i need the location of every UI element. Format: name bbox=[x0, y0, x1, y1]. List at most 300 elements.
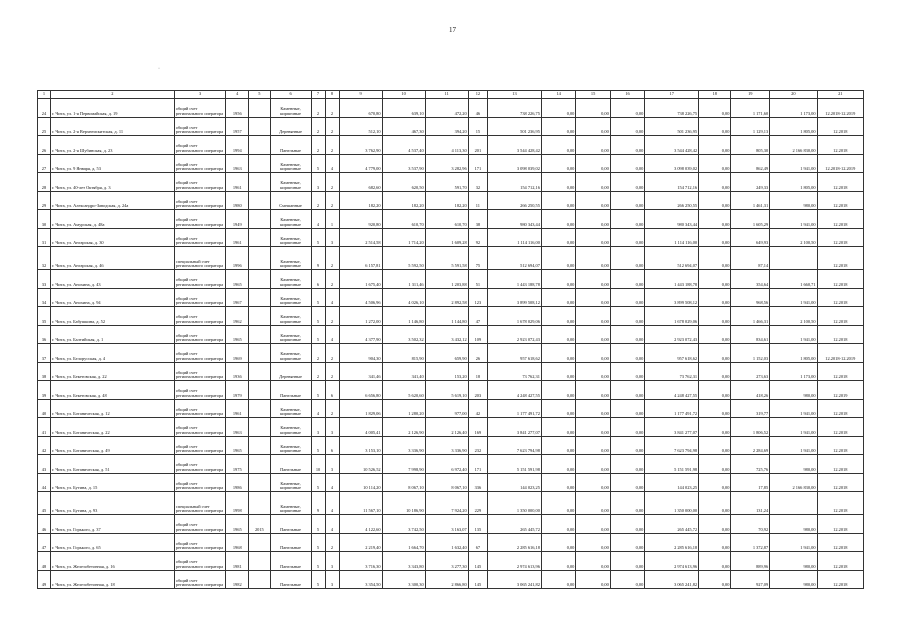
cell-other-funds: 0,00 bbox=[699, 533, 731, 552]
cell-federal-funds: 0,00 bbox=[541, 117, 575, 136]
cell-owner-funds: 2 285 616,18 bbox=[645, 533, 699, 552]
cell-living-area: 5 620,60 bbox=[382, 381, 425, 400]
cell-year-renovated bbox=[249, 99, 271, 118]
cell-wall-material: Деревянные bbox=[270, 362, 311, 381]
table-row bbox=[38, 399, 864, 418]
cell-row-index: 25 bbox=[38, 117, 51, 136]
cell-floors: 9 bbox=[311, 492, 325, 515]
cell-account-type: общий счет регионального оператора bbox=[174, 325, 226, 344]
cell-max-unit-cost bbox=[770, 247, 817, 270]
cell-total-cost: 3 841 277,07 bbox=[488, 418, 542, 437]
cell-total-cost: 3 098 039,02 bbox=[488, 154, 542, 173]
cell-floors: 4 bbox=[311, 399, 325, 418]
cell-residential-area: 591,70 bbox=[425, 173, 468, 192]
column-number-6: 6 bbox=[270, 91, 311, 99]
table-row bbox=[38, 455, 864, 474]
cell-year-renovated: 2015 bbox=[249, 515, 271, 534]
cell-municipal-funds: 0,00 bbox=[610, 247, 644, 270]
cell-regional-funds: 0,00 bbox=[576, 533, 610, 552]
cell-year-built: 1980 bbox=[226, 191, 249, 210]
cell-owner-funds: 738 226,75 bbox=[645, 99, 699, 118]
cell-entrances: 1 bbox=[325, 210, 339, 229]
cell-regional-funds: 0,00 bbox=[576, 492, 610, 515]
cell-owner-funds: 154 712,16 bbox=[645, 173, 699, 192]
decorative-mark: · bbox=[158, 66, 160, 72]
cell-year-built: 1963 bbox=[226, 418, 249, 437]
cell-planned-completion: 12.2018 bbox=[817, 173, 863, 192]
cell-living-area: 7 998,90 bbox=[382, 455, 425, 474]
column-number-row bbox=[38, 91, 864, 99]
cell-wall-material: Панельные bbox=[270, 136, 311, 155]
cell-account-type: общий счет регионального оператора bbox=[174, 154, 226, 173]
cell-municipal-funds: 0,00 bbox=[610, 492, 644, 515]
cell-total-area: 4 506,96 bbox=[339, 288, 382, 307]
column-number-8: 8 bbox=[325, 91, 339, 99]
cell-unit-cost: 725,76 bbox=[731, 455, 770, 474]
cell-account-type: общий счет регионального оператора bbox=[174, 173, 226, 192]
cell-max-unit-cost: 1 660,71 bbox=[770, 270, 817, 289]
cell-total-cost: 1 114 116,00 bbox=[488, 228, 542, 247]
cell-planned-completion: 12.2018 bbox=[817, 570, 863, 589]
cell-entrances: 2 bbox=[325, 362, 339, 381]
cell-municipal-funds: 0,00 bbox=[610, 418, 644, 437]
table-row bbox=[38, 173, 864, 192]
cell-floors: 5 bbox=[311, 552, 325, 571]
cell-residents: 92 bbox=[468, 228, 487, 247]
cell-floors: 5 bbox=[311, 228, 325, 247]
cell-address: г. Чита, ул. Анохина, д. 94 bbox=[50, 288, 174, 307]
cell-living-area: 1 280,20 bbox=[382, 399, 425, 418]
cell-regional-funds: 0,00 bbox=[576, 228, 610, 247]
cell-account-type: общий счет регионального оператора bbox=[174, 570, 226, 589]
cell-municipal-funds: 0,00 bbox=[610, 570, 644, 589]
cell-residential-area: 3 432,12 bbox=[425, 325, 468, 344]
capital-repair-table bbox=[37, 90, 864, 589]
cell-residents: 135 bbox=[468, 515, 487, 534]
cell-unit-cost: 834,61 bbox=[731, 325, 770, 344]
cell-address: г. Чита, ул. Ангарская, д. 46 bbox=[50, 247, 174, 270]
cell-residential-area: 3 282,96 bbox=[425, 154, 468, 173]
cell-total-area: 10 526,52 bbox=[339, 455, 382, 474]
cell-unit-cost: 805,30 bbox=[731, 136, 770, 155]
cell-entrances: 4 bbox=[325, 492, 339, 515]
cell-federal-funds: 0,00 bbox=[541, 399, 575, 418]
cell-residential-area: 1 203,88 bbox=[425, 270, 468, 289]
cell-wall-material: Каменные, кирпичные bbox=[270, 154, 311, 173]
cell-row-index: 35 bbox=[38, 307, 51, 326]
column-number-9: 9 bbox=[339, 91, 382, 99]
cell-residential-area: 153,20 bbox=[425, 362, 468, 381]
cell-wall-material: Панельные bbox=[270, 533, 311, 552]
column-number-19: 19 bbox=[731, 91, 770, 99]
cell-address: г. Чита, ул. Бутина, д. 93 bbox=[50, 492, 174, 515]
cell-residential-area: 472,20 bbox=[425, 99, 468, 118]
cell-account-type: общий счет регионального оператора bbox=[174, 455, 226, 474]
cell-address: г. Чита, ул. Бабушкина, д. 52 bbox=[50, 307, 174, 326]
cell-total-area: 670,80 bbox=[339, 99, 382, 118]
cell-account-type: общий счет регионального оператора bbox=[174, 117, 226, 136]
cell-wall-material: Каменные, кирпичные bbox=[270, 270, 311, 289]
cell-wall-material: Панельные bbox=[270, 455, 311, 474]
cell-address: г. Чита, ул. 40-лет Октября, д. 3 bbox=[50, 173, 174, 192]
cell-regional-funds: 0,00 bbox=[576, 399, 610, 418]
cell-owner-funds: 3 544 428,42 bbox=[645, 136, 699, 155]
cell-other-funds: 0,00 bbox=[699, 362, 731, 381]
cell-owner-funds: 4 248 427,55 bbox=[645, 381, 699, 400]
cell-wall-material: Панельные bbox=[270, 515, 311, 534]
cell-regional-funds: 0,00 bbox=[576, 270, 610, 289]
cell-year-built: 1961 bbox=[226, 173, 249, 192]
cell-total-area: 6 157,81 bbox=[339, 247, 382, 270]
cell-total-cost: 957 618,62 bbox=[488, 344, 542, 363]
cell-wall-material: Каменные, кирпичные bbox=[270, 210, 311, 229]
cell-total-cost: 1 678 029,06 bbox=[488, 307, 542, 326]
cell-address: г. Чита, ул. Бутина, д. 15 bbox=[50, 473, 174, 492]
cell-floors: 10 bbox=[311, 455, 325, 474]
cell-total-area: 2 514,58 bbox=[339, 228, 382, 247]
cell-year-renovated bbox=[249, 436, 271, 455]
cell-address: г. Чита, ул. Белорусская, д. 4 bbox=[50, 344, 174, 363]
cell-planned-completion: 12.2018 bbox=[817, 418, 863, 437]
cell-residential-area: 6 972,40 bbox=[425, 455, 468, 474]
cell-owner-funds: 1 443 188,78 bbox=[645, 270, 699, 289]
cell-other-funds: 0,00 bbox=[699, 210, 731, 229]
cell-residential-area: 2 126,40 bbox=[425, 418, 468, 437]
cell-regional-funds: 0,00 bbox=[576, 136, 610, 155]
cell-year-built: 1982 bbox=[226, 570, 249, 589]
cell-federal-funds: 0,00 bbox=[541, 455, 575, 474]
cell-other-funds: 0,00 bbox=[699, 307, 731, 326]
cell-unit-cost: 862,49 bbox=[731, 154, 770, 173]
cell-regional-funds: 0,00 bbox=[576, 362, 610, 381]
cell-other-funds: 0,00 bbox=[699, 399, 731, 418]
cell-year-built: 1936 bbox=[226, 362, 249, 381]
cell-floors: 5 bbox=[311, 515, 325, 534]
cell-unit-cost: 17,85 bbox=[731, 473, 770, 492]
cell-planned-completion: 12.2019 bbox=[817, 381, 863, 400]
cell-regional-funds: 0,00 bbox=[576, 325, 610, 344]
cell-max-unit-cost: 1 805,00 bbox=[770, 344, 817, 363]
cell-entrances: 2 bbox=[325, 344, 339, 363]
cell-residential-area: 2 866,80 bbox=[425, 570, 468, 589]
cell-floors: 5 bbox=[311, 533, 325, 552]
cell-planned-completion: 12.2018 bbox=[817, 552, 863, 571]
cell-year-built: 1957 bbox=[226, 117, 249, 136]
cell-regional-funds: 0,00 bbox=[576, 99, 610, 118]
cell-other-funds: 0,00 bbox=[699, 228, 731, 247]
cell-federal-funds: 0,00 bbox=[541, 288, 575, 307]
cell-residents: 15 bbox=[468, 117, 487, 136]
cell-unit-cost: 1 466,31 bbox=[731, 307, 770, 326]
cell-address: г. Чита, ул. Балтийская, д. 1 bbox=[50, 325, 174, 344]
cell-planned-completion: 12.2018 bbox=[817, 228, 863, 247]
cell-living-area: 4 026,10 bbox=[382, 288, 425, 307]
cell-residential-area: 182,20 bbox=[425, 191, 468, 210]
cell-year-renovated bbox=[249, 228, 271, 247]
cell-max-unit-cost: 2 166 830,00 bbox=[770, 136, 817, 155]
cell-entrances: 2 bbox=[325, 307, 339, 326]
cell-wall-material: Каменные, кирпичные bbox=[270, 436, 311, 455]
cell-total-cost: 1 350 000,00 bbox=[488, 492, 542, 515]
cell-address: г. Чита, ул. Бекетовская, д. 48 bbox=[50, 381, 174, 400]
cell-entrances: 3 bbox=[325, 455, 339, 474]
cell-account-type: общий счет регионального оператора bbox=[174, 270, 226, 289]
cell-year-renovated bbox=[249, 136, 271, 155]
cell-max-unit-cost: 1 941,00 bbox=[770, 399, 817, 418]
cell-residents: 169 bbox=[468, 418, 487, 437]
cell-unit-cost: 649,93 bbox=[731, 228, 770, 247]
cell-other-funds: 0,00 bbox=[699, 515, 731, 534]
cell-residential-area: 1 144,80 bbox=[425, 307, 468, 326]
cell-max-unit-cost: 1 941,00 bbox=[770, 154, 817, 173]
cell-max-unit-cost: 980,00 bbox=[770, 455, 817, 474]
cell-unit-cost: 319,77 bbox=[731, 399, 770, 418]
cell-residential-area: 8 067,10 bbox=[425, 473, 468, 492]
cell-owner-funds: 980 343,44 bbox=[645, 210, 699, 229]
cell-planned-completion: 12.2018 bbox=[817, 307, 863, 326]
cell-year-built: 1975 bbox=[226, 455, 249, 474]
cell-total-cost: 1 443 188,78 bbox=[488, 270, 542, 289]
cell-account-type: общий счет регионального оператора bbox=[174, 399, 226, 418]
cell-total-area: 1 675,40 bbox=[339, 270, 382, 289]
cell-owner-funds: 1 177 491,72 bbox=[645, 399, 699, 418]
cell-municipal-funds: 0,00 bbox=[610, 117, 644, 136]
table-row bbox=[38, 191, 864, 210]
cell-total-area: 682,60 bbox=[339, 173, 382, 192]
cell-max-unit-cost: 980,00 bbox=[770, 570, 817, 589]
cell-federal-funds: 0,00 bbox=[541, 99, 575, 118]
cell-owner-funds: 501 236,95 bbox=[645, 117, 699, 136]
cell-other-funds: 0,00 bbox=[699, 117, 731, 136]
cell-wall-material: Панельные bbox=[270, 552, 311, 571]
cell-total-cost: 7 623 794,98 bbox=[488, 436, 542, 455]
cell-total-area: 3 716,30 bbox=[339, 552, 382, 571]
cell-planned-completion: 12.2018 bbox=[817, 362, 863, 381]
column-number-14: 14 bbox=[541, 91, 575, 99]
cell-row-index: 24 bbox=[38, 99, 51, 118]
cell-municipal-funds: 0,00 bbox=[610, 173, 644, 192]
table-row bbox=[38, 436, 864, 455]
cell-planned-completion: 12.2018 bbox=[817, 117, 863, 136]
cell-year-renovated bbox=[249, 288, 271, 307]
cell-residents: 145 bbox=[468, 570, 487, 589]
cell-other-funds: 0,00 bbox=[699, 455, 731, 474]
cell-federal-funds: 0,00 bbox=[541, 570, 575, 589]
cell-residents: 47 bbox=[468, 307, 487, 326]
page-number: 17 bbox=[449, 26, 456, 34]
cell-row-index: 31 bbox=[38, 228, 51, 247]
table-row bbox=[38, 288, 864, 307]
cell-floors: 5 bbox=[311, 154, 325, 173]
cell-federal-funds: 0,00 bbox=[541, 344, 575, 363]
cell-unit-cost: 1 605,29 bbox=[731, 210, 770, 229]
cell-planned-completion: 12.2018 bbox=[817, 492, 863, 515]
cell-address: г. Чита, ул. 2-я Верхнеискитская, д. 11 bbox=[50, 117, 174, 136]
cell-unit-cost: 968,56 bbox=[731, 288, 770, 307]
cell-entrances: 2 bbox=[325, 136, 339, 155]
cell-planned-completion: 12.2018 bbox=[817, 455, 863, 474]
cell-owner-funds: 73 762,31 bbox=[645, 362, 699, 381]
cell-living-area: 815,90 bbox=[382, 344, 425, 363]
cell-residents: 75 bbox=[468, 247, 487, 270]
cell-unit-cost: 354,64 bbox=[731, 270, 770, 289]
cell-municipal-funds: 0,00 bbox=[610, 399, 644, 418]
cell-total-cost: 73 762,31 bbox=[488, 362, 542, 381]
cell-federal-funds: 0,00 bbox=[541, 247, 575, 270]
cell-owner-funds: 3 841 277,07 bbox=[645, 418, 699, 437]
cell-regional-funds: 0,00 bbox=[576, 570, 610, 589]
cell-year-renovated bbox=[249, 270, 271, 289]
cell-total-area: 512,10 bbox=[339, 117, 382, 136]
table-row bbox=[38, 552, 864, 571]
column-number-21: 21 bbox=[817, 91, 863, 99]
cell-entrances: 4 bbox=[325, 154, 339, 173]
table-row bbox=[38, 533, 864, 552]
cell-municipal-funds: 0,00 bbox=[610, 307, 644, 326]
cell-year-renovated bbox=[249, 473, 271, 492]
cell-living-area: 10 186,90 bbox=[382, 492, 425, 515]
cell-federal-funds: 0,00 bbox=[541, 228, 575, 247]
cell-total-area: 920,80 bbox=[339, 210, 382, 229]
cell-max-unit-cost: 1 941,00 bbox=[770, 533, 817, 552]
cell-total-cost: 2 974 613,96 bbox=[488, 552, 542, 571]
cell-federal-funds: 0,00 bbox=[541, 552, 575, 571]
cell-regional-funds: 0,00 bbox=[576, 154, 610, 173]
cell-account-type: специальный счет регионального оператора bbox=[174, 492, 226, 515]
cell-unit-cost: 249,33 bbox=[731, 173, 770, 192]
cell-residential-area: 4 113,30 bbox=[425, 136, 468, 155]
cell-residential-area: 659,90 bbox=[425, 344, 468, 363]
cell-residents: 229 bbox=[468, 492, 487, 515]
cell-floors: 6 bbox=[311, 270, 325, 289]
table-row bbox=[38, 307, 864, 326]
cell-wall-material: Каменные, кирпичные bbox=[270, 344, 311, 363]
table-row bbox=[38, 228, 864, 247]
cell-federal-funds: 0,00 bbox=[541, 418, 575, 437]
table-row bbox=[38, 99, 864, 118]
cell-owner-funds: 2 974 613,96 bbox=[645, 552, 699, 571]
cell-residents: 109 bbox=[468, 325, 487, 344]
cell-year-built: 1965 bbox=[226, 325, 249, 344]
cell-regional-funds: 0,00 bbox=[576, 381, 610, 400]
cell-year-built: 1962 bbox=[226, 307, 249, 326]
cell-floors: 2 bbox=[311, 362, 325, 381]
cell-regional-funds: 0,00 bbox=[576, 173, 610, 192]
cell-other-funds: 0,00 bbox=[699, 473, 731, 492]
cell-floors: 3 bbox=[311, 173, 325, 192]
cell-total-area: 4 779,00 bbox=[339, 154, 382, 173]
cell-federal-funds: 0,00 bbox=[541, 533, 575, 552]
cell-planned-completion: 12.2018 bbox=[817, 136, 863, 155]
cell-entrances: 6 bbox=[325, 381, 339, 400]
column-number-18: 18 bbox=[699, 91, 731, 99]
cell-row-index: 48 bbox=[38, 552, 51, 571]
cell-max-unit-cost bbox=[770, 492, 817, 515]
table-row bbox=[38, 381, 864, 400]
cell-floors: 2 bbox=[311, 117, 325, 136]
cell-wall-material: Каменные, кирпичные bbox=[270, 418, 311, 437]
table-row bbox=[38, 473, 864, 492]
cell-unit-cost: 87,14 bbox=[731, 247, 770, 270]
cell-municipal-funds: 0,00 bbox=[610, 362, 644, 381]
cell-living-area: 2 126,90 bbox=[382, 418, 425, 437]
cell-row-index: 37 bbox=[38, 344, 51, 363]
cell-owner-funds: 266 250,55 bbox=[645, 191, 699, 210]
cell-entrances: 2 bbox=[325, 173, 339, 192]
cell-entrances: 4 bbox=[325, 515, 339, 534]
cell-municipal-funds: 0,00 bbox=[610, 515, 644, 534]
cell-regional-funds: 0,00 bbox=[576, 473, 610, 492]
cell-total-cost: 738 226,75 bbox=[488, 99, 542, 118]
cell-account-type: общий счет регионального оператора bbox=[174, 381, 226, 400]
cell-total-area: 182,20 bbox=[339, 191, 382, 210]
cell-other-funds: 0,00 bbox=[699, 99, 731, 118]
cell-residential-area: 394,20 bbox=[425, 117, 468, 136]
cell-planned-completion: 12.2018-12.2019 bbox=[817, 344, 863, 363]
cell-year-built: 1965 bbox=[226, 515, 249, 534]
cell-year-renovated bbox=[249, 173, 271, 192]
cell-max-unit-cost: 980,00 bbox=[770, 515, 817, 534]
cell-residential-area: 7 924,20 bbox=[425, 492, 468, 515]
cell-account-type: общий счет регионального оператора bbox=[174, 473, 226, 492]
cell-residential-area: 1 632,40 bbox=[425, 533, 468, 552]
cell-regional-funds: 0,00 bbox=[576, 552, 610, 571]
cell-max-unit-cost: 1 941,00 bbox=[770, 418, 817, 437]
cell-residents: 232 bbox=[468, 436, 487, 455]
cell-other-funds: 0,00 bbox=[699, 136, 731, 155]
cell-planned-completion: 12.2018 bbox=[817, 270, 863, 289]
cell-row-index: 43 bbox=[38, 455, 51, 474]
cell-total-cost: 1 177 491,72 bbox=[488, 399, 542, 418]
cell-address: г. Чита, ул. 9 Января, д. 53 bbox=[50, 154, 174, 173]
cell-federal-funds: 0,00 bbox=[541, 381, 575, 400]
cell-address: г. Чита, ул. Анохина, д. 43 bbox=[50, 270, 174, 289]
cell-living-area: 3 537,90 bbox=[382, 154, 425, 173]
cell-residential-area: 3 163,07 bbox=[425, 515, 468, 534]
cell-row-index: 42 bbox=[38, 436, 51, 455]
cell-planned-completion: 12.2018 bbox=[817, 399, 863, 418]
cell-floors: 2 bbox=[311, 344, 325, 363]
cell-federal-funds: 0,00 bbox=[541, 307, 575, 326]
cell-total-area: 904,30 bbox=[339, 344, 382, 363]
cell-max-unit-cost: 2 100,50 bbox=[770, 228, 817, 247]
cell-residents: 18 bbox=[468, 362, 487, 381]
table-row bbox=[38, 247, 864, 270]
cell-row-index: 34 bbox=[38, 288, 51, 307]
cell-owner-funds: 2 923 072,43 bbox=[645, 325, 699, 344]
cell-total-cost: 144 023,25 bbox=[488, 473, 542, 492]
cell-account-type: общий счет регионального оператора bbox=[174, 552, 226, 571]
cell-max-unit-cost: 2 100,50 bbox=[770, 307, 817, 326]
cell-account-type: общий счет регионального оператора bbox=[174, 136, 226, 155]
table-row bbox=[38, 344, 864, 363]
cell-floors: 5 bbox=[311, 473, 325, 492]
cell-total-cost: 980 343,44 bbox=[488, 210, 542, 229]
cell-address: г. Чита, ул. Ботаническая, д. 51 bbox=[50, 455, 174, 474]
cell-living-area: 1 714,20 bbox=[382, 228, 425, 247]
cell-total-cost: 266 250,55 bbox=[488, 191, 542, 210]
cell-wall-material: Каменные, кирпичные bbox=[270, 473, 311, 492]
cell-wall-material: Каменные, кирпичные bbox=[270, 399, 311, 418]
cell-entrances: 2 bbox=[325, 270, 339, 289]
column-number-7: 7 bbox=[311, 91, 325, 99]
cell-owner-funds: 1 678 029,06 bbox=[645, 307, 699, 326]
cell-other-funds: 0,00 bbox=[699, 381, 731, 400]
cell-total-cost: 154 712,16 bbox=[488, 173, 542, 192]
cell-owner-funds: 3 899 508,12 bbox=[645, 288, 699, 307]
cell-regional-funds: 0,00 bbox=[576, 117, 610, 136]
cell-floors: 9 bbox=[311, 247, 325, 270]
